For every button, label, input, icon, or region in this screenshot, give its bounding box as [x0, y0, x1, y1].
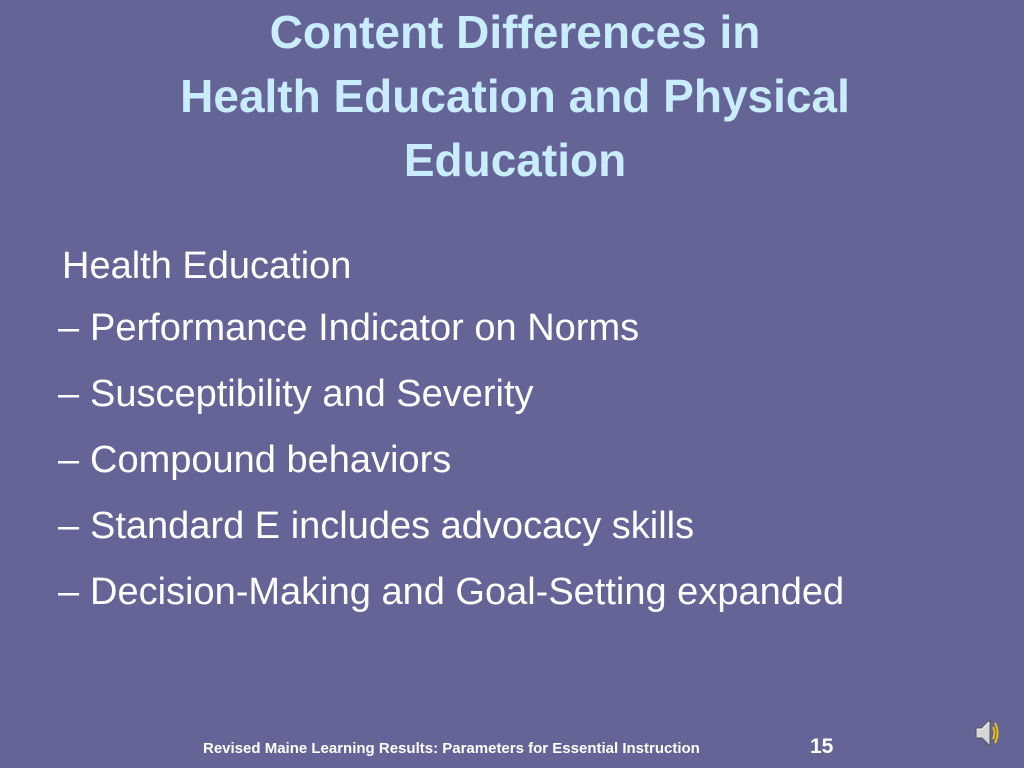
bullet-dash: –	[58, 505, 80, 547]
speaker-icon[interactable]	[974, 716, 1000, 750]
slide-title-line-3: Education	[403, 134, 627, 186]
bullet-dash: –	[58, 571, 80, 613]
bullet-dash: –	[58, 373, 80, 415]
bullet-item	[58, 364, 1012, 430]
bullet-item	[58, 496, 1012, 562]
slide-body	[58, 236, 1012, 628]
footer-text: Revised Maine Learning Results: Parameters for Essential Instruction	[203, 740, 700, 757]
bullet-item	[58, 562, 1012, 628]
bullet-text: Susceptibility and Severity	[90, 373, 534, 415]
page-number: 15	[810, 735, 834, 758]
bullet-item	[58, 430, 1012, 496]
slide-title-line-1: Content Differences in	[269, 6, 761, 58]
bullet-text: Standard E includes advocacy skills	[90, 505, 695, 547]
bullet-text: Compound behaviors	[90, 439, 452, 481]
slide-title-line-2: Health Education and Physical	[180, 70, 850, 122]
slide-footer	[0, 734, 1024, 764]
bullet-item	[58, 298, 1012, 364]
section-heading: Health Education	[62, 245, 352, 287]
bullet-text: Decision-Making and Goal-Setting expanded	[90, 571, 845, 613]
slide-title	[40, 0, 990, 192]
bullet-text: Performance Indicator on Norms	[90, 307, 640, 349]
bullet-dash: –	[58, 439, 80, 481]
bullet-dash: –	[58, 307, 80, 349]
